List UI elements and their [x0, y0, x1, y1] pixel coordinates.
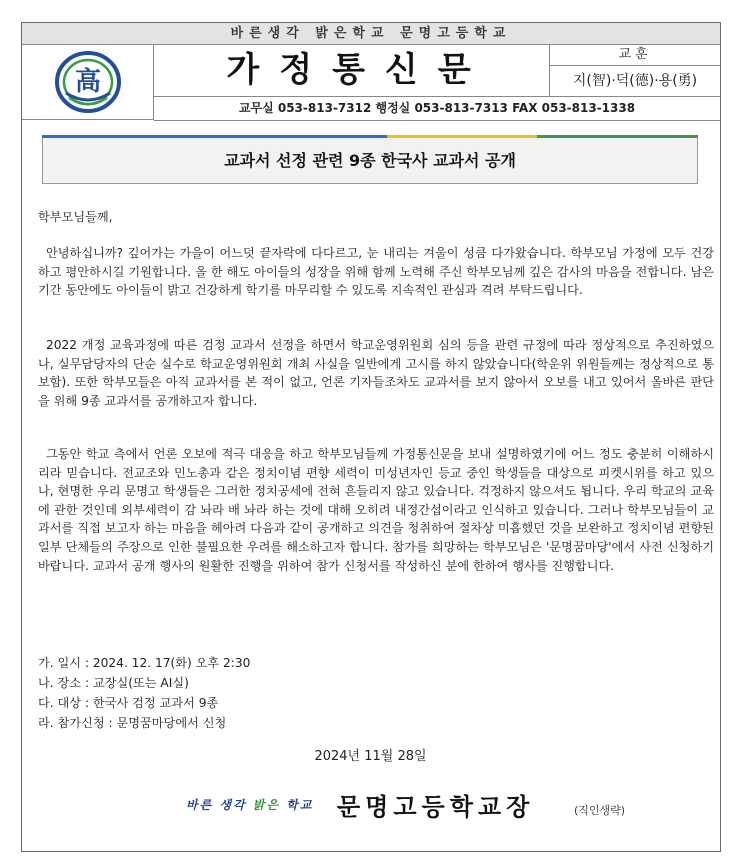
greeting: 학부모님들께, [38, 210, 113, 224]
title-cell [154, 45, 550, 96]
subject-heading: 교과서 선정 관련 9종 한국사 교과서 공개 [42, 138, 698, 184]
principal-signature: 문명고등학교장 [337, 792, 535, 821]
school-slogan-bar: 바른생각 밝은학교 문명고등학교 [22, 23, 720, 45]
detail-application: 라. 참가신청 : 문명꿈마당에서 신청 [38, 716, 227, 730]
school-motto: 지(智)·덕(德)·용(勇) [572, 73, 698, 89]
emblem-character: 高 [74, 67, 102, 97]
paragraph-selection [38, 336, 714, 410]
seal-omitted-note: (직인생략) [574, 804, 626, 817]
detail-target: 다. 대상 : 한국사 검정 교과서 9종 [38, 696, 219, 710]
newsletter-title: 가정통신문 [226, 50, 491, 90]
slogan-part-2: 밝은 [252, 798, 280, 812]
paragraph-text: 그동안 학교 측에서 언론 오보에 적극 대응을 하고 학부모님들께 가정통신문을 보내 설명하였기에 어느 정도 충분히 이해하시리라 믿습니다. 전교조와 민노총과 같은 정치이념 편향 세력이 미성년자인 등교 중인 학생들을 대상으로 피켓시위를 하고 있으나, 현명한 우리 문명고 학생들은 그러한 정치공세에 전혀 흔들리지 않고 있습니다. 걱정하지 않으셔도 됩니다. 우리 학교의 교육에 관한 것인데 외부세력이 감 놔라 배 놔라 하는 것에 대해 오히려 내정간섭이라고 인식하고 있습니다. 그러나 학부모님들이 교과서를 직접 보고자 하는 마음을 헤아려 다음과 같이 공개하고 의견을 청취하여 절차상 미흡했던 것을 보완하고 정치이념 편향된 일부 단체들의 주장으로 인한 불필요한 우려를 해소하고자 합니다. 참가를 희망하는 학부모님은 '문명꿈마당'에서 사전 신청하기 바랍니다. 교과서 공개 행사의 원활한 진행을 위하여 참가 신청서를 작성하신 분에 한하여 행사를 진행합니다. [38, 447, 714, 573]
slogan-part-3: 학교 [286, 798, 314, 812]
detail-datetime: 가. 일시 : 2024. 12. 17(화) 오후 2:30 [38, 656, 251, 670]
paragraph-intro [38, 244, 714, 300]
motto-label: 교훈 [550, 45, 720, 66]
issue-date: 2024년 11월 28일 [314, 749, 427, 764]
school-emblem-icon [22, 45, 153, 119]
slogan-part-1: 바른 생각 [186, 798, 247, 812]
paragraph-text: 2022 개정 교육과정에 따른 검정 교과서 선정을 하면서 학교운영위원회 심의 등을 관련 규정에 따라 정상적으로 추진하였으나, 실무담당자의 단순 실수로 학교운영위원회 개최 사실을 일반에게 고시를 하지 않았습니다(학운위 위원들께는 정상적으로 통보함). 또한 학부모들은 아직 교과서를 본 적이 없고, 언론 기자들조차도 교과서를 보지 않아서 오보를 내고 있어서 올바른 판단을 위해 9종 교과서를 공개하고자 합니다. [38, 338, 714, 408]
signature-slogan [186, 796, 313, 813]
event-details [38, 653, 250, 733]
school-logo-cell [22, 45, 154, 120]
paragraph-explanation [38, 445, 714, 575]
contact-info: 교무실 053-813-7312 행정실 053-813-7313 FAX 053-813-1338 [154, 96, 720, 121]
paragraph-text: 안녕하십니까? 깊어가는 가을이 어느덧 끝자락에 다다르고, 눈 내리는 겨울이 성큼 다가왔습니다. 학부모님 가정에 모두 건강하고 평안하시길 기원합니다. 올 한 해도 아이들의 성장을 위해 함께 노력해 주신 학부모님께 깊은 감사의 마음을 전합니다. 남은 기간 동안에도 아이들이 밝고 건강하게 학기를 마무리할 수 있도록 지속적인 관심과 격려 부탁드립니다. [38, 246, 714, 298]
detail-location: 나. 장소 : 교장실(또는 AI실) [38, 676, 189, 690]
